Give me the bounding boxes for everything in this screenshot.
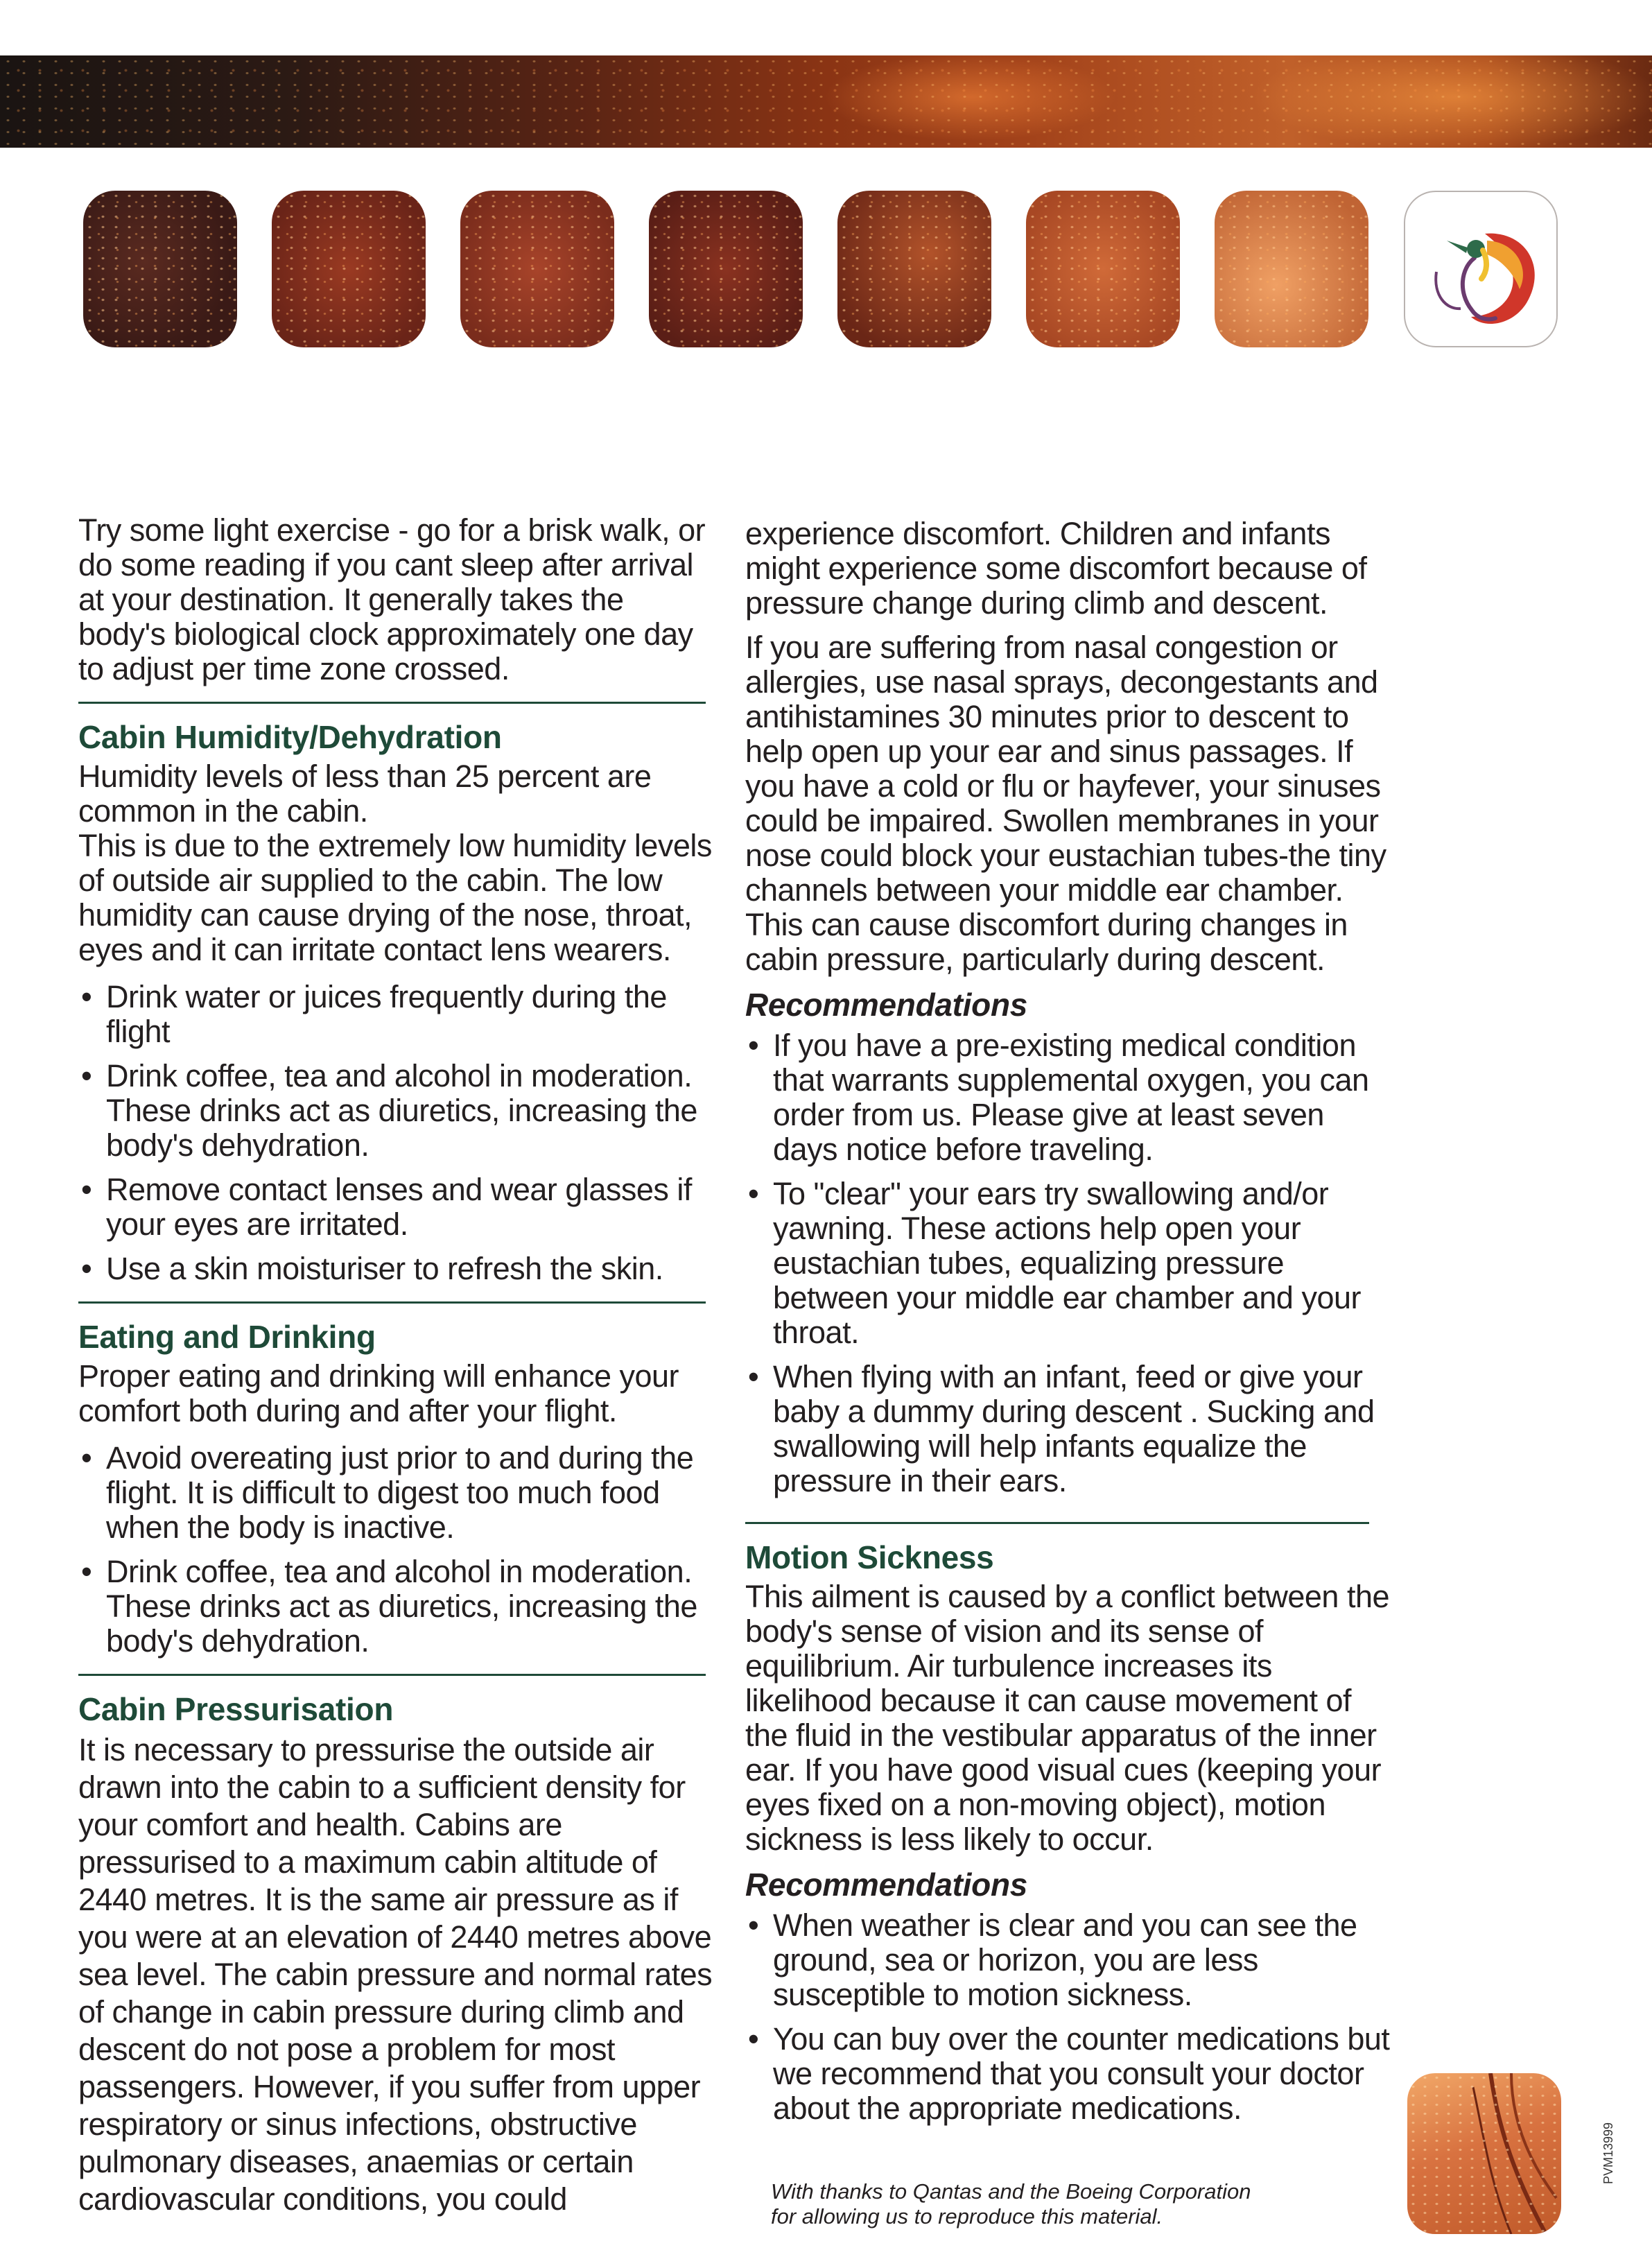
texture-tile <box>1026 191 1180 347</box>
texture-tile <box>1407 2073 1561 2234</box>
section-divider <box>78 1674 706 1676</box>
eating-bullet-list <box>78 1441 716 1659</box>
humidity-paragraph: This is due to the extremely low humidity levels of outside air supplied to the cabin. The low humidity can cause drying of the nose, throat, eyes and it can irritate contact lens wearers. <box>78 828 712 967</box>
texture-tile <box>649 191 803 347</box>
section-divider <box>78 1301 706 1304</box>
list-item: • Use a skin moisturiser to refresh the skin. <box>78 1252 716 1286</box>
ember-texture-banner <box>0 55 1652 148</box>
texture-tile <box>460 191 614 347</box>
pressure-continued-paragraph: experience discomfort. Children and infants might experience some discomfort because of pressure change during climb and descent. <box>745 516 1367 621</box>
document-code: PVM13999 <box>1601 2122 1615 2184</box>
list-item: • If you have a pre-existing medical condition that warrants supplemental oxygen, you can order from us. Please give at least seven days notice before traveling. <box>745 1028 1390 1167</box>
list-item: • Drink coffee, tea and alcohol in moderation. These drinks act as diuretics, increasing the body's dehydration. <box>78 1059 716 1163</box>
left-column <box>78 513 716 2231</box>
humidity-bullet-list <box>78 980 716 1286</box>
list-item: • When flying with an infant, feed or give your baby a dummy during descent . Sucking and swallowing will help infants equalize the pressure in their ears. <box>745 1360 1390 1498</box>
acknowledgement-line: With thanks to Qantas and the Boeing Corporation <box>771 2179 1251 2204</box>
list-item: • When weather is clear and you can see the ground, sea or horizon, you are less susceptible to motion sickness. <box>745 1908 1390 2012</box>
bird-of-paradise-logo <box>1404 191 1558 347</box>
eating-paragraph: Proper eating and drinking will enhance your comfort both during and after your flight. <box>78 1358 679 1428</box>
congestion-paragraph: If you are suffering from nasal congestion or allergies, use nasal sprays, decongestants and antihistamines 30 minutes prior to descent to help open up your ear and sinus passages. If you have a cold or flu or hayfever, your sinuses could be impaired. Swollen membranes in your nose could block your eustachian tubes-the tiny channels between your middle ear chamber. This can cause discomfort during changes in cabin pressure, particularly during descent. <box>745 630 1386 977</box>
section-divider <box>78 702 706 704</box>
texture-tile <box>272 191 426 347</box>
texture-tile <box>83 191 237 347</box>
recommendations-heading: Recommendations <box>745 987 1028 1023</box>
intro-paragraph: Try some light exercise - go for a brisk walk, or do some reading if you cant sleep after arrival at your destination. It generally takes the body's biological clock approximately one day to adjust per time zone crossed. <box>78 512 706 686</box>
acknowledgement-line: for allowing us to reproduce this material. <box>771 2204 1163 2229</box>
section-title-pressure: Cabin Pressurisation <box>78 1691 394 1727</box>
texture-tile <box>837 191 991 347</box>
humidity-paragraph: Humidity levels of less than 25 percent are common in the cabin. <box>78 759 652 829</box>
bird-logo-icon <box>1405 192 1556 346</box>
motion-paragraph: This ailment is caused by a conflict between the body's sense of vision and its sense of equilibrium. Air turbulence increases its likelihood because it can cause movement of the fluid in the vestibular apparatus of the inner ear. If you have good visual cues (keeping your eyes fixed on a non-moving object), motion sickness is less likely to occur. <box>745 1579 1389 1857</box>
section-title-humidity: Cabin Humidity/Dehydration <box>78 719 502 755</box>
section-divider <box>745 1522 1369 1524</box>
list-item: • Avoid overeating just prior to and during the flight. It is difficult to digest too much food when the body is inactive. <box>78 1441 716 1545</box>
recommendations-heading: Recommendations <box>745 1867 1028 1903</box>
section-title-motion: Motion Sickness <box>745 1539 994 1575</box>
list-item: • Drink water or juices frequently during the flight <box>78 980 716 1049</box>
texture-tile <box>1215 191 1368 347</box>
section-title-eating: Eating and Drinking <box>78 1319 376 1355</box>
list-item: • To "clear" your ears try swallowing and/or yawning. These actions help open your eustachian tubes, equalizing pressure between your middle ear chamber and your throat. <box>745 1177 1390 1350</box>
pressure-paragraph: It is necessary to pressurise the outside air drawn into the cabin to a sufficient density for your comfort and health. Cabins are pressurised to a maximum cabin altitude of 2440 metres. It is the same air pressure as if you were at an elevation of 2440 metres above sea level. The cabin pressure and normal rates of change in cabin pressure during climb and descent do not pose a problem for most passengers. However, if you suffer from upper respiratory or sinus infections, obstructive pulmonary diseases, anaemias or certain cardiovascular conditions, you could <box>78 1732 713 2217</box>
feather-icon <box>1407 2073 1561 2234</box>
right-column <box>745 517 1390 2136</box>
pressure-recommendations-list <box>745 1028 1390 1498</box>
list-item: • Drink coffee, tea and alcohol in moderation. These drinks act as diuretics, increasing the body's dehydration. <box>78 1555 716 1659</box>
list-item: • You can buy over the counter medications but we recommend that you consult your doctor about the appropriate medications. <box>745 2022 1390 2126</box>
list-item: • Remove contact lenses and wear glasses if your eyes are irritated. <box>78 1172 716 1242</box>
motion-recommendations-list <box>745 1908 1390 2126</box>
acknowledgement-note <box>771 2179 1251 2229</box>
